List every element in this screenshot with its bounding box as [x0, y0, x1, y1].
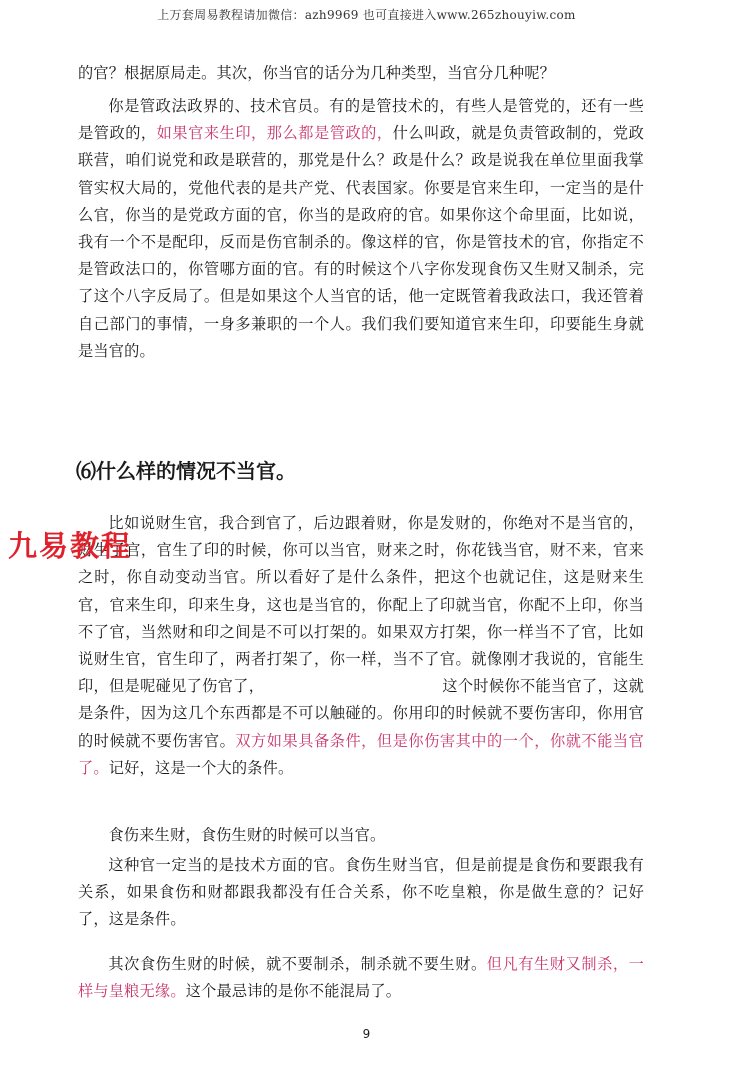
highlighted-text: 如果官来生印，那么都是管政的，	[156, 124, 393, 143]
section-heading: ⑹什么样的情况不当官。	[76, 459, 296, 483]
paragraph-4: 食伤来生财，食伤生财的时候可以当官。	[108, 826, 386, 844]
highlighted-text-3: 但凡有生财又制杀，一样与皇粮无缘。	[78, 955, 644, 1001]
paragraph-3-text-a: 比如说财生官，我合到官了，后边跟着财，你是发财的，你绝对不是当官的，财生了官，官生了印的时候，你可以当官，财来之时，你花钱当官，财不来，官来之时，你自动变动当官。所以看好了是什么条件，把这个也就记住，这是财来生官，官来生印，印来生身，这也是当官的，你配上了印就当官，你配不上印，你当不了官，当然财和印之间是不可以打架的。如果双方打架，你一样当不了官，比如说财生官，官生印了，两者打架了，你一样，当不了官。就像刚才我说的，官能生印，但是呢碰见了伤官了，	[78, 514, 644, 696]
paragraph-3-text-c: 记好，这是一个大的条件。	[108, 758, 294, 777]
paragraph-3-text-b: 了，这就是条件，因为这几个东西都是不可以触碰的。你用印的时候就不要伤害印，你用官的时候就不要伤害官。	[78, 677, 644, 750]
paragraph-3	[78, 510, 644, 782]
paragraph-1: 的官？根据原局走。其次，你当官的话分为几种类型，当官分几种呢？	[78, 64, 556, 82]
paragraph-2	[78, 93, 644, 365]
paragraph-6	[78, 951, 644, 1005]
paragraph-2-text-b: 什么叫政，就是负责管政制的，党政联营，咱们说党和政是联营的，那党是什么？政是什么？政是说我在单位里面我掌管实权大局的，党他代表的是共产党、代表国家。你要是官来生印，一定当的是什么官，你当的是党政方面的官，你当的是政府的官。如果你这个命里面，比如说，我有一个不是配印，反而是伤官制杀的。像这样的官，你是管技术的官，你指定不是管政法口的，你管哪方面的官。有的时候这个八字你发现食伤又生财又制杀，完了这个八字反局了。但是如果这个人当官的话，他一定既管着我政法口，我还管着自己部门的事情，一身多兼职的一个人。我们我们要知道官来生印，印要能生身就是当官的。	[78, 124, 645, 360]
watermark-logo: 九易教程	[8, 529, 133, 563]
paragraph-6-text-b: 这个最忌讳的是你不能混局了。	[185, 982, 402, 1001]
paragraph-2-text-a: 你是管政法政界的、技术官员。有的是管技术的，有些人是管党的，还有一些是管政的，	[78, 97, 644, 143]
page-number: 9	[362, 1027, 371, 1041]
paragraph-3-gap-text: 这个时候你不能当官	[442, 677, 583, 696]
paragraph-5: 这种官一定当的是技术方面的官。食伤生财当官，但是前提是食伤和要跟我有关系，如果食伤和财都跟我都没有任合关系，你不吃皇粮，你是做生意的？记好了，这是条件。	[78, 856, 644, 929]
highlighted-text-2: 双方如果具备条件，但是你伤害其中的一个，你就不能当官了。	[78, 731, 645, 777]
page-header: 上万套周易教程请加微信：azh9969 也可直接进入www.265zhouyiw.com	[157, 8, 576, 22]
paragraph-6-text-a: 其次食伤生财的时候，就不要制杀，制杀就不要生财。	[108, 955, 487, 973]
